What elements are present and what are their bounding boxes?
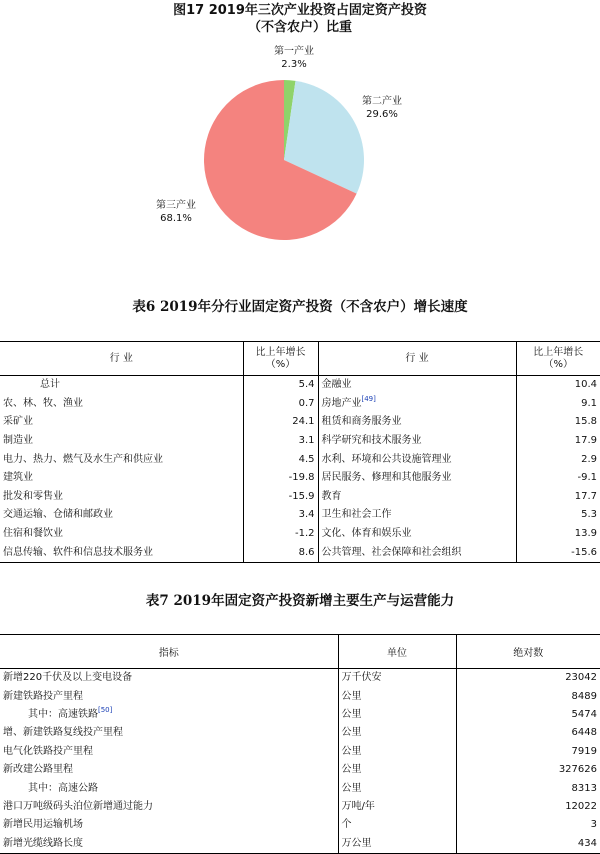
footnote-link-49[interactable]: [49] — [361, 394, 376, 403]
row-growth: 8.6 — [243, 543, 318, 562]
row-indicator-text: 其中：高速铁路 — [28, 708, 98, 720]
row-value: 23042 — [565, 672, 597, 684]
row-industry-right — [318, 376, 516, 395]
table-row — [0, 743, 600, 761]
row-unit: 公里 — [338, 743, 456, 761]
row-industry-right-text: 水利、环境和公共设施管理业 — [321, 453, 452, 465]
table-row — [0, 488, 600, 507]
row-industry: 住宿和餐饮业 — [0, 525, 243, 544]
row-growth-right: 17.9 — [574, 435, 597, 447]
table6-header-growth-right — [516, 342, 600, 376]
pie-label-secondary — [350, 95, 414, 121]
row-growth: 3.4 — [243, 506, 318, 525]
row-value: 6448 — [571, 727, 597, 739]
row-growth-right: -9.1 — [577, 472, 597, 484]
table7-header-row — [0, 635, 600, 669]
pie-label-tertiary-value: 68.1% — [160, 213, 192, 224]
row-industry: 信息传输、软件和信息技术服务业 — [0, 543, 243, 562]
row-growth: 3.1 — [243, 432, 318, 451]
row-unit: 公里 — [338, 706, 456, 724]
table6-header-industry-left: 行 业 — [0, 342, 243, 376]
pie-label-secondary-value: 29.6% — [366, 109, 398, 120]
row-industry: 制造业 — [0, 432, 243, 451]
row-indicator: 电气化铁路投产里程 — [0, 743, 338, 761]
pie-label-tertiary — [144, 199, 208, 225]
row-industry-right-text: 房地产业 — [321, 397, 362, 409]
row-growth: -19.8 — [243, 469, 318, 488]
table7-header-unit: 单位 — [338, 635, 456, 669]
table-row — [0, 432, 600, 451]
pie-label-secondary-name: 第二产业 — [362, 96, 402, 107]
row-unit: 万公里 — [338, 835, 456, 854]
row-growth: 4.5 — [243, 450, 318, 469]
row-value: 7919 — [571, 745, 597, 757]
table-row — [0, 835, 600, 854]
row-growth-right: 15.8 — [574, 416, 597, 428]
row-unit: 公里 — [338, 687, 456, 705]
row-value: 434 — [577, 837, 597, 849]
row-growth-right: -15.6 — [571, 546, 597, 558]
row-indicator — [0, 706, 338, 724]
row-growth: 24.1 — [243, 413, 318, 432]
pie-label-tertiary-name: 第三产业 — [156, 200, 196, 211]
row-unit: 公里 — [338, 724, 456, 742]
table6-header-growth-left — [243, 342, 318, 376]
row-industry: 采矿业 — [0, 413, 243, 432]
row-growth: 5.4 — [243, 376, 318, 395]
table6-header-growth-right-l1: 比上年增长 — [533, 346, 584, 358]
pie-label-primary — [262, 45, 326, 71]
table-row — [0, 761, 600, 779]
table6-title: 表6 2019年分行业固定资产投资（不含农户）增长速度 — [132, 299, 468, 315]
row-industry-right — [318, 525, 516, 544]
pie-label-primary-name: 第一产业 — [274, 46, 314, 57]
row-industry-right — [318, 543, 516, 562]
row-growth-right: 10.4 — [574, 379, 597, 391]
row-industry: 总计 — [0, 376, 243, 395]
table6-header-growth-left-l1: 比上年增长 — [255, 346, 306, 358]
figure-title-line1: 图17 2019年三次产业投资占固定资产投资 — [173, 3, 427, 18]
row-growth: -15.9 — [243, 488, 318, 507]
pie-label-primary-value: 2.3% — [281, 59, 307, 70]
table-row — [0, 395, 600, 414]
table6 — [0, 341, 600, 563]
row-industry-right-text: 科学研究和技术服务业 — [321, 435, 422, 447]
row-industry-right — [318, 432, 516, 451]
table-row — [0, 687, 600, 705]
row-unit: 公里 — [338, 779, 456, 797]
row-industry-right — [318, 450, 516, 469]
row-indicator: 新增220千伏及以上变电设备 — [0, 669, 338, 688]
footnote-link-50[interactable]: [50] — [98, 705, 113, 714]
row-unit: 万千伏安 — [338, 669, 456, 688]
row-indicator: 新改建公路里程 — [0, 761, 338, 779]
table7 — [0, 634, 600, 854]
row-industry: 交通运输、仓储和邮政业 — [0, 506, 243, 525]
row-indicator: 新建铁路投产里程 — [0, 687, 338, 705]
row-value: 8313 — [571, 782, 597, 794]
table6-header-row — [0, 342, 600, 376]
row-unit: 个 — [338, 816, 456, 834]
row-industry: 农、林、牧、渔业 — [0, 395, 243, 414]
row-industry-right-text: 公共管理、社会保障和社会组织 — [321, 546, 462, 558]
table6-header-growth-right-l2: （%） — [543, 358, 573, 370]
figure-title-line2: （不含农户）比重 — [247, 20, 352, 35]
row-industry-right — [318, 506, 516, 525]
table-row — [0, 798, 600, 816]
row-growth-right: 2.9 — [581, 453, 597, 465]
row-growth: 0.7 — [243, 395, 318, 414]
row-growth-right: 13.9 — [574, 528, 597, 540]
row-industry-right-text: 居民服务、修理和其他服务业 — [321, 472, 452, 484]
table6-header-industry-right: 行 业 — [318, 342, 516, 376]
table-row — [0, 450, 600, 469]
row-industry-right — [318, 469, 516, 488]
row-industry-right — [318, 488, 516, 507]
row-growth-right: 9.1 — [581, 397, 597, 409]
table7-title: 表7 2019年固定资产投资新增主要生产与运营能力 — [145, 593, 455, 609]
row-industry-right-text: 教育 — [321, 490, 342, 502]
row-industry-right-text: 卫生和社会工作 — [321, 509, 392, 521]
row-value: 327626 — [558, 764, 597, 776]
row-value: 3 — [590, 819, 597, 831]
table-row — [0, 779, 600, 797]
table-row — [0, 724, 600, 742]
table-row — [0, 413, 600, 432]
row-unit: 万吨/年 — [338, 798, 456, 816]
row-industry: 批发和零售业 — [0, 488, 243, 507]
row-industry-right — [318, 413, 516, 432]
row-value: 5474 — [571, 708, 597, 720]
table7-header-indicator: 指标 — [0, 635, 338, 669]
row-growth-right: 17.7 — [574, 490, 597, 502]
row-industry: 电力、热力、燃气及水生产和供应业 — [0, 450, 243, 469]
table-row — [0, 543, 600, 562]
row-industry-right — [318, 395, 516, 414]
row-industry-right-text: 租赁和商务服务业 — [321, 416, 402, 428]
table-row — [0, 506, 600, 525]
row-indicator: 增、新建铁路复线投产里程 — [0, 724, 338, 742]
table-row — [0, 669, 600, 688]
row-indicator: 其中：高速公路 — [0, 779, 338, 797]
table-row — [0, 706, 600, 724]
row-industry-right-text: 文化、体育和娱乐业 — [321, 528, 412, 540]
row-industry-right-text: 金融业 — [321, 379, 352, 391]
row-value: 12022 — [565, 800, 597, 812]
table7-header-value: 绝对数 — [456, 635, 600, 669]
row-indicator: 新增民用运输机场 — [0, 816, 338, 834]
row-indicator: 新增光缆线路长度 — [0, 835, 338, 854]
row-unit: 公里 — [338, 761, 456, 779]
row-growth-right: 5.3 — [581, 509, 597, 521]
table-row — [0, 376, 600, 395]
table-row — [0, 525, 600, 544]
row-indicator: 港口万吨级码头泊位新增通过能力 — [0, 798, 338, 816]
row-value: 8489 — [571, 690, 597, 702]
table-row — [0, 816, 600, 834]
table-row — [0, 469, 600, 488]
row-industry: 建筑业 — [0, 469, 243, 488]
table6-header-growth-left-l2: （%） — [265, 358, 296, 370]
row-growth: -1.2 — [243, 525, 318, 544]
